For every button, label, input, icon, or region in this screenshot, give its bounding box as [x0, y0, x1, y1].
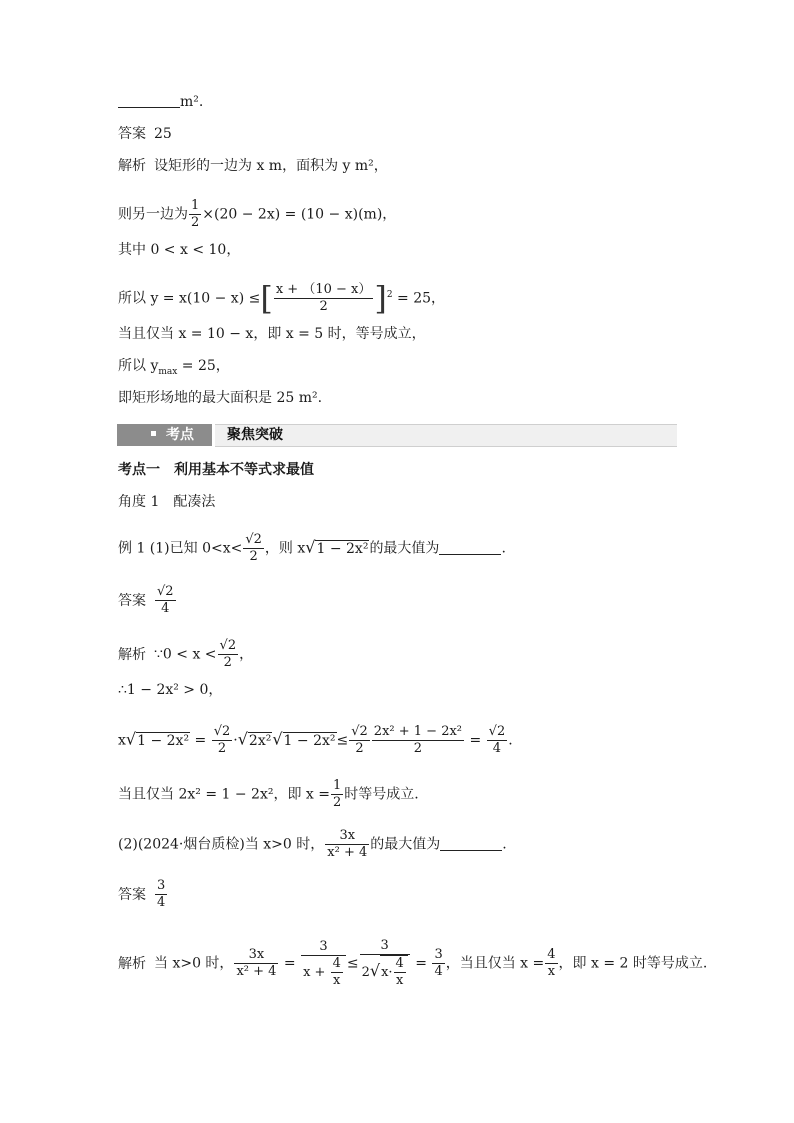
fill-blank: [118, 93, 180, 108]
text: 即矩形场地的最大面积是 25 m².: [118, 390, 323, 406]
radical-icon: √: [272, 729, 283, 749]
fraction: [301, 939, 346, 989]
text: ∴1 − 2x² > 0，: [118, 682, 223, 698]
denominator: 2: [223, 655, 232, 670]
left-bracket: [: [260, 279, 273, 318]
text: 例 1 (1)已知 0<x<: [118, 540, 243, 557]
numerator: √2: [245, 532, 262, 547]
text: =: [190, 732, 211, 749]
solution-1-line-1: [118, 156, 388, 176]
text: ×(20 − 2x) = (10 − x)(m)，: [202, 206, 397, 223]
text: x: [118, 732, 126, 749]
fraction: [212, 724, 233, 757]
numerator: 1: [191, 198, 200, 213]
text: 当且仅当 x = 10 − x，即 x = 5 时，等号成立，: [118, 326, 426, 342]
text: =: [279, 955, 301, 972]
fraction: [234, 947, 278, 980]
denominator: 2: [191, 215, 200, 230]
fill-blank: [439, 540, 501, 555]
text: ，即 x = 2 时等号成立.: [558, 955, 708, 972]
fraction: [331, 778, 343, 811]
fraction: [331, 956, 343, 989]
fraction: [372, 724, 464, 757]
denominator: x² + 4: [327, 845, 368, 860]
numerator: 4: [332, 955, 341, 971]
fraction: [545, 947, 557, 980]
denominator: x: [333, 972, 341, 988]
text: .: [501, 540, 506, 557]
denominator: [360, 955, 410, 989]
answer-label: 答案: [118, 126, 146, 142]
text: 的最大值为: [370, 836, 441, 853]
numerator: 3x: [234, 947, 278, 964]
numerator: 4: [395, 956, 404, 971]
denominator: 2: [413, 741, 423, 756]
fraction: [325, 828, 369, 861]
fraction: [155, 878, 167, 911]
solution-3: [118, 938, 707, 989]
radical-icon: √: [237, 729, 248, 749]
solution-1-line-4: [118, 279, 446, 318]
numerator: 3: [157, 878, 166, 893]
radicand: 1 − 2x²: [316, 540, 369, 557]
answer-3: [118, 878, 168, 911]
solution-2-line-3: [118, 724, 513, 757]
topic-heading: 考点一 利用基本不等式求最值: [118, 462, 314, 478]
numerator: 3: [360, 938, 410, 955]
numerator: √2: [351, 724, 368, 739]
fraction: [218, 638, 239, 671]
denominator: x² + 4: [236, 964, 277, 979]
numerator: 1: [332, 778, 342, 793]
radical-icon: √: [305, 537, 316, 557]
fraction: [155, 584, 176, 617]
fraction: [189, 198, 201, 231]
fill-blank: [440, 836, 502, 851]
denominator: 4: [434, 964, 443, 979]
answer-label: 答案: [118, 886, 146, 903]
fraction: [349, 724, 370, 757]
denominator: 2: [319, 299, 328, 314]
text: ≤: [346, 955, 359, 972]
solution-label: 解析: [118, 158, 146, 174]
numerator: √2: [213, 724, 231, 739]
text: 所以 y: [118, 358, 159, 374]
fraction: [487, 724, 508, 757]
radical-icon: √: [125, 729, 137, 749]
radicand: [380, 955, 408, 989]
denominator: x: [547, 964, 556, 979]
text: (2)(2024·烟台质检)当 x>0 时，: [118, 836, 325, 853]
solution-1-line-3: [118, 240, 240, 260]
solution-2-line-4: [118, 778, 419, 811]
text: 2: [361, 965, 370, 980]
radicand: 2x²: [248, 732, 272, 749]
text: 当 x>0 时，: [154, 955, 234, 972]
denominator: 2: [355, 741, 364, 756]
fraction: [360, 938, 410, 989]
denominator: 4: [157, 895, 166, 910]
numerator: 3: [301, 939, 346, 956]
solution-1-line-7: [118, 388, 322, 408]
radicand: 1 − 2x²: [283, 732, 336, 749]
text: 当且仅当 2x² = 1 − 2x²，即 x =: [118, 786, 330, 803]
fraction: [243, 532, 264, 565]
solution-label: 解析: [118, 646, 146, 663]
numerator: √2: [219, 638, 237, 653]
radical-icon: √: [369, 961, 381, 980]
answer-label: 答案: [118, 592, 146, 609]
section-tag: [117, 424, 212, 446]
text: .: [508, 732, 513, 749]
denominator: 4: [492, 741, 502, 756]
solution-2-line-2: [118, 680, 222, 700]
answer-value: 25: [154, 126, 172, 142]
numerator: 3: [434, 947, 443, 962]
text: = 25，: [177, 358, 230, 374]
text: =: [465, 732, 486, 749]
text: ≤: [336, 732, 349, 749]
text: 则另一边为: [118, 206, 188, 223]
subscript: max: [158, 366, 178, 377]
denominator: [301, 956, 346, 989]
section-title: 聚焦突破: [215, 424, 677, 447]
numerator: 4: [547, 947, 556, 962]
text: ，则 x: [264, 540, 306, 557]
denominator: 4: [161, 601, 170, 616]
solution-label: 解析: [118, 955, 146, 972]
text: .: [502, 836, 507, 853]
fraction: [394, 956, 406, 989]
denominator: 2: [217, 741, 227, 756]
unit-suffix: m².: [180, 94, 204, 110]
text: 其中 0 < x < 10，: [118, 242, 241, 258]
square-bullet-icon: [151, 431, 156, 436]
denominator: 2: [249, 549, 258, 564]
solution-1-line-2: [118, 198, 396, 231]
answer-blank-line: [118, 92, 203, 112]
text: 的最大值为: [369, 540, 440, 557]
text: x +: [303, 964, 330, 980]
text: x·: [381, 965, 393, 980]
answer-2: [118, 584, 177, 617]
numerator: 3x: [325, 828, 369, 845]
denominator: 2: [332, 795, 342, 810]
numerator: x + （10 − x）: [275, 282, 372, 297]
numerator: √2: [157, 584, 174, 599]
solution-2-line-1: [118, 638, 253, 671]
exponent: 2: [386, 289, 393, 300]
numerator: 2x² + 1 − 2x²: [373, 724, 463, 739]
text: =: [410, 955, 432, 972]
text: ，: [239, 646, 254, 663]
section-tag-text: 考点: [166, 427, 194, 443]
answer-1: [118, 124, 172, 144]
right-bracket: ]: [374, 279, 387, 318]
angle-heading: 角度 1 配凑法: [118, 494, 216, 510]
solution-1-line-6: [118, 356, 230, 376]
fraction: [274, 282, 374, 315]
fraction: [432, 947, 444, 980]
section-banner: [117, 424, 677, 446]
radicand: 1 − 2x²: [137, 732, 190, 749]
numerator: √2: [488, 724, 506, 739]
text: ∵0 < x <: [154, 646, 217, 663]
example-1-question: [118, 532, 506, 565]
text: 所以 y = x(10 − x) ≤: [118, 290, 261, 307]
solution-text: 设矩形的一边为 x m，面积为 y m²，: [154, 158, 388, 174]
denominator: x: [396, 973, 404, 988]
text: 时等号成立.: [344, 786, 419, 803]
text: ，当且仅当 x =: [445, 955, 545, 972]
solution-1-line-5: [118, 324, 426, 344]
example-1-part-2-question: [118, 828, 507, 861]
text: ·: [233, 732, 238, 749]
text: = 25，: [392, 290, 446, 307]
